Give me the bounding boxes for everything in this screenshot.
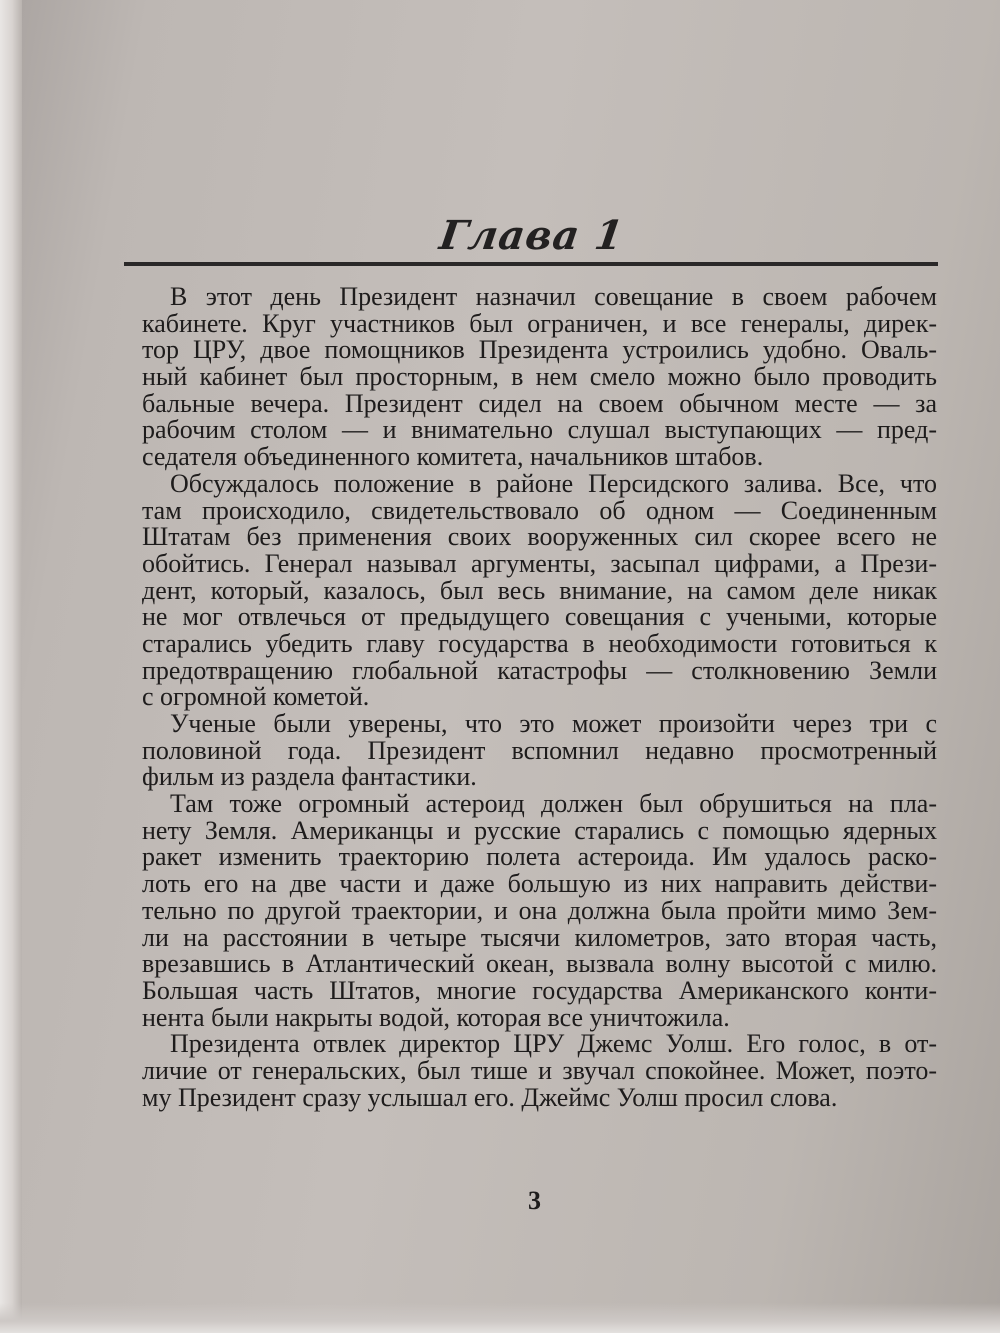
text-line: ракет изменить траекторию полета астероида. Им удалось раско- <box>142 842 937 872</box>
text-line: нету Земля. Американцы и русские старались с помощью ядерных <box>142 815 937 845</box>
text-line: му Президент сразу услышал его. Джеймс Уолш просил слова. <box>142 1082 838 1112</box>
text-line: предотвращению глобальной катастрофы — столкновению Земли <box>142 655 937 685</box>
text-line: Там тоже огромный астероид должен был обрушиться на пла- <box>170 789 937 819</box>
text-line: Обсуждалось положение в районе Персидского залива. Все, что <box>170 468 937 498</box>
text-line: обойтись. Генерал называл аргументы, засыпал цифрами, а Прези- <box>142 548 937 578</box>
text-line: не мог отвлечься от предыдущего совещания с учеными, которые <box>142 602 937 632</box>
text-line: нента были накрыты водой, которая все уничтожила. <box>142 1002 730 1032</box>
text-line: тор ЦРУ, двое помощников Президента устроились удобно. Оваль- <box>142 335 937 365</box>
text-line: врезавшись в Атлантический океан, вызвала волну высотой с милю. <box>142 949 937 979</box>
text-line: Ученые были уверены, что это может произойти через три с <box>170 709 937 738</box>
text-line: бальные вечера. Президент сидел на своем обычном месте — за <box>142 388 937 418</box>
text-line: дент, который, казалось, был весь внимание, на самом деле никак <box>142 575 937 605</box>
text-line: старались убедить главу государства в необходимости готовиться к <box>142 628 937 658</box>
body-text <box>142 284 937 1111</box>
text-line: половиной года. Президент вспомнил недавно просмотренный <box>142 735 937 765</box>
text-line: Большая часть Штатов, многие государства Американского конти- <box>142 975 937 1005</box>
text-line: с огромной кометой. <box>142 682 370 712</box>
text-line: ли на расстоянии в четыре тысячи километров, зато вторая часть, <box>142 922 937 952</box>
text-line: там происходило, свидетельствовало об одном — Соединенным <box>142 495 937 525</box>
text-line: ный кабинет был просторным, в нем смело можно было проводить <box>142 362 937 392</box>
text-line: седателя объединенного комитета, начальников штабов. <box>142 442 764 472</box>
text-line: лоть его на две части и даже большую из них направить действи- <box>142 869 937 899</box>
chapter-title-rule <box>124 262 938 266</box>
text-line: тельно по другой траектории, и она должна была пройти мимо Зем- <box>142 895 937 925</box>
text-line: Штатам без применения своих вооруженных сил скорее всего не <box>142 522 937 552</box>
text-line: Президента отвлек директор ЦРУ Джемс Уолш. Его голос, в от- <box>170 1029 937 1059</box>
text-line: личие от генеральских, был тише и звучал спокойнее. Может, поэто- <box>142 1055 937 1085</box>
text-line: фильм из раздела фантастики. <box>142 762 477 792</box>
chapter-title: Глава 1 <box>436 212 628 259</box>
page-number: 3 <box>528 1186 541 1215</box>
text-line: В этот день Президент назначил совещание в своем рабочем <box>170 282 937 311</box>
text-line: кабинете. Круг участников был ограничен, и все генералы, дирек- <box>142 308 937 338</box>
text-line: рабочим столом — и внимательно слушал выступающих — пред- <box>142 415 937 445</box>
